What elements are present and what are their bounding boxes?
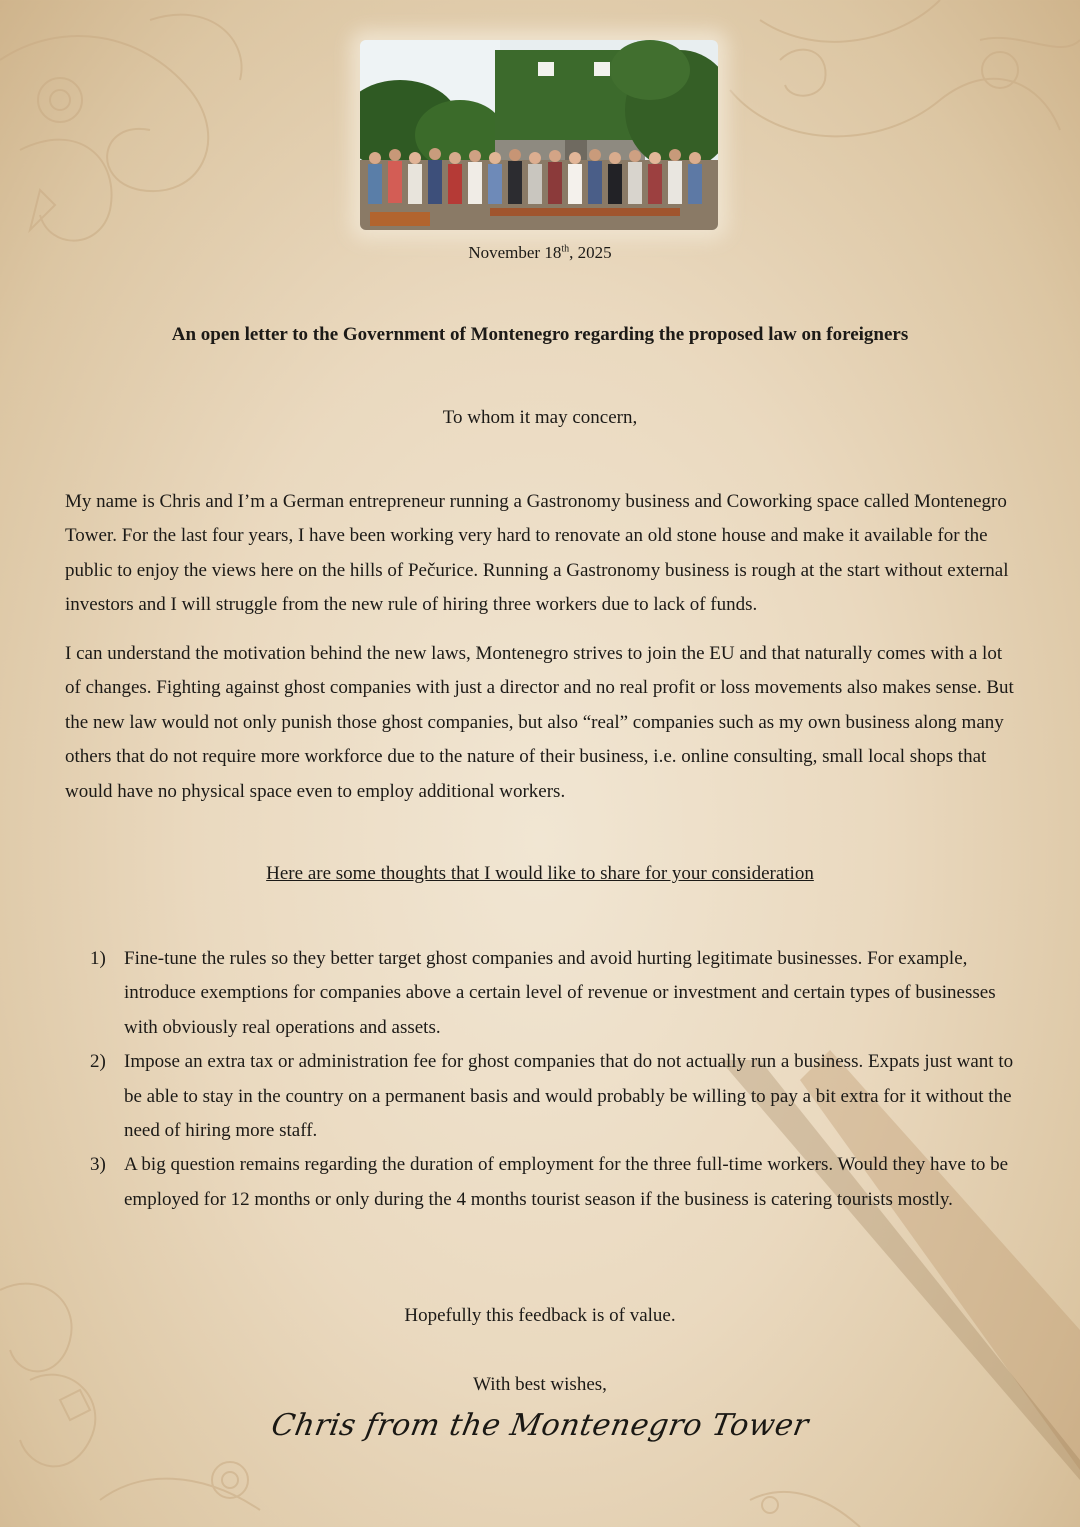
group-photo-illustration	[360, 40, 718, 230]
header-photo	[360, 40, 718, 230]
list-item-text: A big question remains regarding the duration of employment for the three full-time workers. Would they have to be employed for 12 months or only during the 4 months tourist season if the business is catering tourists mostly.	[124, 1154, 1009, 1210]
section-heading: Here are some thoughts that I would like to share for your consideration	[266, 863, 814, 884]
list-item	[90, 942, 1020, 1045]
list-number: 1)	[90, 948, 106, 969]
sign-off: With best wishes,	[473, 1374, 607, 1395]
list-item-text: Fine-tune the rules so they better target ghost companies and avoid hurting legitimate businesses. For example, introduce exemptions for companies above a certain level of revenue or investment and certain types of businesses with obviously real operations and assets.	[124, 948, 996, 1038]
body-paragraph: My name is Chris and I’m a German entrepreneur running a Gastronomy business and Coworking space called Montenegro Tower. For the last four years, I have been working very hard to renovate an old stone house and make it available for the public to enjoy the views here on the hills of Pečurice. Running a Gastronomy business is rough at the start without external investors and I will struggle from the new rule of hiring three workers due to lack of funds.	[65, 491, 1009, 616]
list-number: 3)	[90, 1154, 106, 1176]
list-item-text: Impose an extra tax or administration fee for ghost companies that do not actually run a business. Expats just want to be able to stay in the country on a permanent basis and would probably be willing to pay a bit extra for it without the need of hiring more staff.	[124, 1051, 1014, 1142]
body-paragraph: I can understand the motivation behind the new laws, Montenegro strives to join the EU and that naturally comes with a lot of changes. Fighting against ghost companies with just a director and no real profit or loss movements also makes sense. But the new law would not only punish those ghost companies, but also “real” companies such as my own business along many others that do not require more workforce due to the nature of their business, i.e. online consulting, small local shops that would have no physical space even to employ additional workers.	[65, 643, 1014, 802]
letter-title: An open letter to the Government of Montenegro regarding the proposed law on foreigners	[171, 324, 909, 345]
letter-date	[0, 243, 1080, 263]
date-year: , 2025	[569, 243, 612, 262]
date-ordinal: th	[561, 243, 570, 255]
signature: Chris from the Montenegro Tower	[268, 1408, 812, 1443]
list-item	[90, 1045, 1020, 1148]
salutation: To whom it may concern,	[442, 407, 638, 428]
list-item	[90, 1148, 1020, 1217]
suggestions-list	[90, 942, 1020, 1217]
list-number: 2)	[90, 1051, 106, 1073]
date-day: November 18	[468, 243, 562, 262]
closing-line: Hopefully this feedback is of value.	[404, 1305, 676, 1326]
